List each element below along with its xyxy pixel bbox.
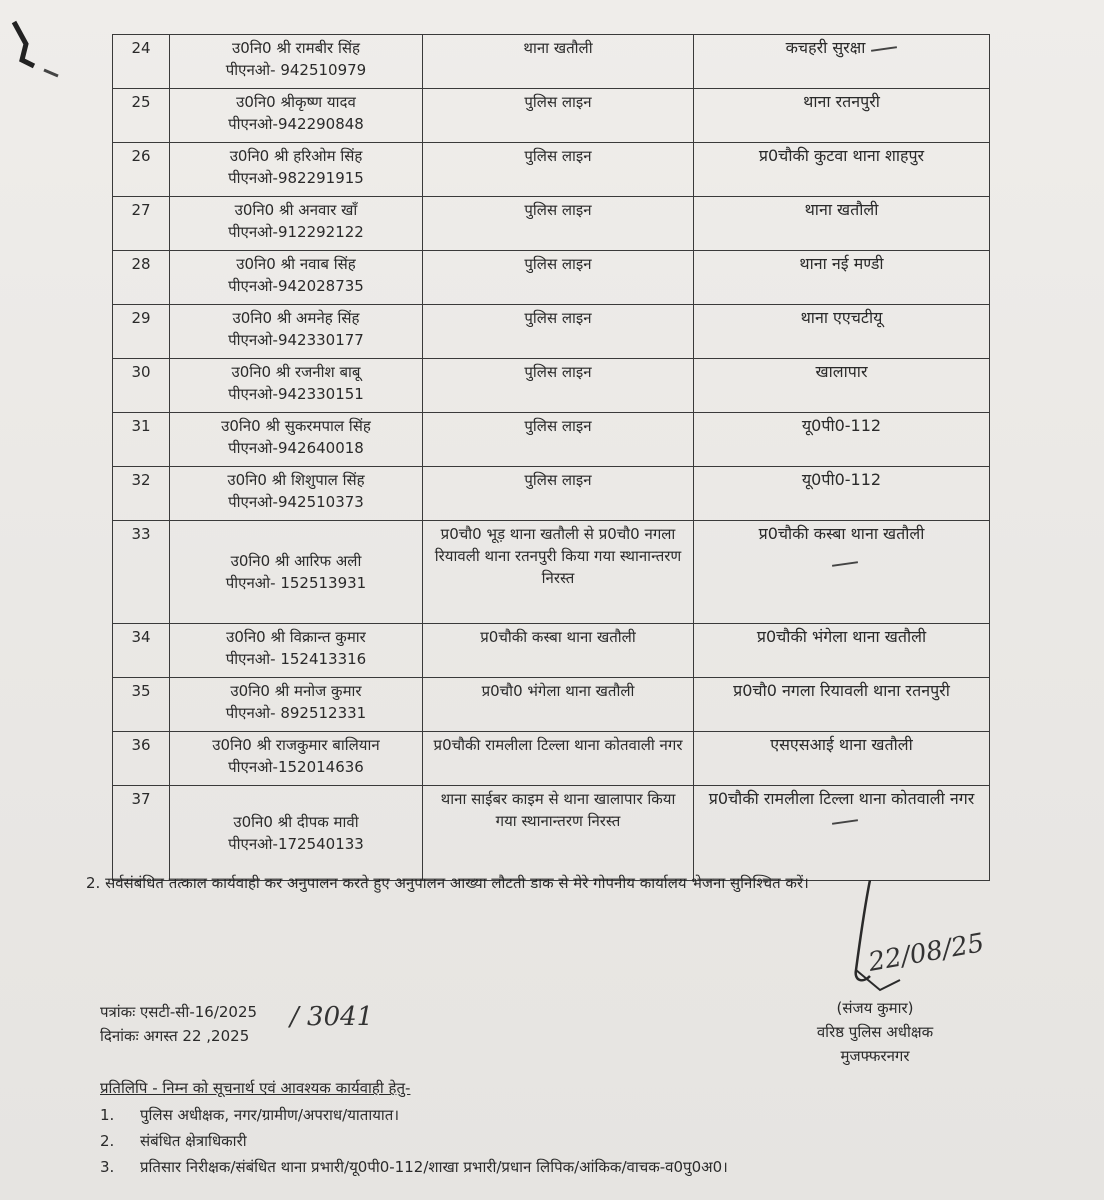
serial-number: 35 (113, 678, 170, 732)
to-posting: यू0पी0-112 (694, 413, 990, 467)
signatory-district: मुजफ्फरनगर (840, 1047, 910, 1065)
table-row (113, 35, 990, 89)
serial-number: 34 (113, 624, 170, 678)
list-text: पुलिस अधीक्षक, नगर/ग्रामीण/अपराध/यातायात। (140, 1106, 400, 1124)
officer-cell (170, 305, 423, 359)
officer-pno: पीएनओ-942028735 (228, 277, 364, 295)
to-posting (694, 35, 990, 89)
to-posting: यू0पी0-112 (694, 467, 990, 521)
signatory-name: (संजय कुमार) (836, 999, 914, 1017)
from-posting: पुलिस लाइन (423, 89, 694, 143)
to-posting: प्र0चौकी भंगेला थाना खतौली (694, 624, 990, 678)
table-row (113, 786, 990, 881)
reference-number: पत्रांकः एसटी-सी-16/2025 (100, 1003, 258, 1021)
officer-name: उ0नि0 श्री आरिफ अली (230, 552, 362, 570)
officer-name: उ0नि0 श्री रामबीर सिंह (232, 39, 360, 57)
table-row (113, 89, 990, 143)
officer-name: उ0नि0 श्री मनोज कुमार (230, 682, 362, 700)
officer-cell (170, 89, 423, 143)
officer-pno: पीएनओ- 942510979 (225, 61, 367, 79)
serial-number: 28 (113, 251, 170, 305)
serial-number: 26 (113, 143, 170, 197)
to-posting: थाना खतौली (694, 197, 990, 251)
officer-name: उ0नि0 श्री सुकरमपाल सिंह (221, 417, 371, 435)
officer-name: उ0नि0 श्री शिशुपाल सिंह (227, 471, 365, 489)
list-text: प्रतिसार निरीक्षक/संबंधित थाना प्रभारी/यू0पी0-112/शाखा प्रभारी/प्रधान लिपिक/आंकिक/वाचक-व0पु0अ0। (140, 1158, 728, 1176)
officer-cell (170, 35, 423, 89)
transfer-table (112, 34, 990, 881)
table-row (113, 359, 990, 413)
officer-cell (170, 251, 423, 305)
officer-pno: पीएनओ-152014636 (228, 758, 364, 776)
from-posting: पुलिस लाइन (423, 197, 694, 251)
officer-cell (170, 359, 423, 413)
officer-pno: पीएनओ- 152413316 (225, 650, 367, 668)
tick-mark (831, 819, 857, 825)
handwritten-dispatch-number: / 3041 (290, 1002, 374, 1032)
serial-number: 30 (113, 359, 170, 413)
to-posting-text: कचहरी सुरक्षा (785, 38, 866, 57)
officer-cell (170, 197, 423, 251)
officer-name: उ0नि0 श्रीकृष्ण यादव (236, 93, 356, 111)
to-posting: एसएसआई थाना खतौली (694, 732, 990, 786)
to-posting: प्र0चौ0 नगला रियावली थाना रतनपुरी (694, 678, 990, 732)
officer-cell (170, 624, 423, 678)
serial-number: 25 (113, 89, 170, 143)
table-row (113, 732, 990, 786)
serial-number: 27 (113, 197, 170, 251)
signature-date: 22/08/25 (866, 928, 987, 978)
corner-pen-mark (4, 14, 64, 84)
officer-cell (170, 786, 423, 881)
to-posting: खालापार (694, 359, 990, 413)
serial-number: 33 (113, 521, 170, 624)
from-posting: प्र0चौकी रामलीला टिल्ला थाना कोतवाली नगर (423, 732, 694, 786)
from-posting: पुलिस लाइन (423, 359, 694, 413)
officer-cell (170, 143, 423, 197)
officer-pno: पीएनओ-982291915 (228, 169, 364, 187)
officer-pno: पीएनओ-942330151 (228, 385, 364, 403)
tick-mark (831, 561, 857, 567)
from-posting: पुलिस लाइन (423, 251, 694, 305)
reference-date: दिनांकः अगस्त 22 ,2025 (100, 1027, 250, 1045)
signatory-block (790, 996, 960, 1068)
table-row (113, 521, 990, 624)
tick-mark (871, 46, 897, 52)
officer-cell (170, 732, 423, 786)
list-item (100, 1102, 728, 1128)
officer-name: उ0नि0 श्री नवाब सिंह (236, 255, 356, 273)
from-posting: पुलिस लाइन (423, 413, 694, 467)
to-posting-text: प्र0चौकी कस्बा थाना खतौली (758, 524, 925, 543)
to-posting (694, 786, 990, 881)
list-number: 1. (100, 1106, 115, 1124)
instruction-paragraph: 2. सर्वसंबंधित तत्काल कार्यवाही कर अनुपालन करते हुए अनुपालन आख्या लौटती डाक से मेरे गोपनीय कार्यालय भेजना सुनिश्चित करें। (86, 874, 809, 892)
officer-name: उ0नि0 श्री रजनीश बाबू (231, 363, 361, 381)
table-row (113, 678, 990, 732)
serial-number: 37 (113, 786, 170, 881)
serial-number: 36 (113, 732, 170, 786)
from-posting: प्र0चौकी कस्बा थाना खतौली (423, 624, 694, 678)
list-number: 3. (100, 1158, 115, 1176)
from-posting: प्र0चौ0 भूड़ थाना खतौली से प्र0चौ0 नगला रियावली थाना रतनपुरी किया गया स्थानान्तरण निरस्त (423, 521, 694, 624)
officer-name: उ0नि0 श्री अमनेह सिंह (232, 309, 360, 327)
to-posting: थाना रतनपुरी (694, 89, 990, 143)
to-posting: प्र0चौकी कुटवा थाना शाहपुर (694, 143, 990, 197)
from-posting: पुलिस लाइन (423, 305, 694, 359)
officer-name: उ0नि0 श्री अनवार खाँ (234, 201, 358, 219)
table-row (113, 197, 990, 251)
officer-pno: पीएनओ-942640018 (228, 439, 364, 457)
from-posting: थाना खतौली (423, 35, 694, 89)
serial-number: 32 (113, 467, 170, 521)
officer-name: उ0नि0 श्री राजकुमार बालियान (212, 736, 380, 754)
officer-pno: पीएनओ- 892512331 (225, 704, 367, 722)
officer-cell (170, 521, 423, 624)
officer-name: उ0नि0 श्री हरिओम सिंह (229, 147, 363, 165)
officer-pno: पीएनओ-942290848 (228, 115, 364, 133)
to-posting (694, 521, 990, 624)
officer-pno: पीएनओ-912292122 (228, 223, 364, 241)
from-posting: पुलिस लाइन (423, 143, 694, 197)
to-posting: थाना नई मण्डी (694, 251, 990, 305)
list-item (100, 1128, 728, 1154)
from-posting: प्र0चौ0 भंगेला थाना खतौली (423, 678, 694, 732)
officer-pno: पीएनओ-942510373 (228, 493, 364, 511)
officer-name: उ0नि0 श्री विक्रान्त कुमार (226, 628, 366, 646)
serial-number: 24 (113, 35, 170, 89)
signatory-designation: वरिष्ठ पुलिस अधीक्षक (816, 1023, 934, 1041)
officer-cell (170, 678, 423, 732)
officer-cell (170, 467, 423, 521)
table-row (113, 467, 990, 521)
list-item (100, 1154, 728, 1180)
to-posting: थाना एएचटीयू (694, 305, 990, 359)
from-posting: थाना साईबर काइम से थाना खालापार किया गया स्थानान्तरण निरस्त (423, 786, 694, 881)
officer-pno: पीएनओ- 152513931 (225, 574, 367, 592)
list-text: संबंधित क्षेत्राधिकारी (140, 1132, 247, 1150)
from-posting: पुलिस लाइन (423, 467, 694, 521)
to-posting-text: प्र0चौकी रामलीला टिल्ला थाना कोतवाली नगर (708, 789, 975, 808)
serial-number: 29 (113, 305, 170, 359)
reference-block (100, 1000, 257, 1048)
officer-name: उ0नि0 श्री दीपक मावी (233, 813, 359, 831)
officer-pno: पीएनओ-942330177 (228, 331, 364, 349)
table-row (113, 305, 990, 359)
table-row (113, 413, 990, 467)
table-row (113, 251, 990, 305)
copy-list (100, 1102, 728, 1180)
officer-pno: पीएनओ-172540133 (228, 835, 364, 853)
officer-cell (170, 413, 423, 467)
serial-number: 31 (113, 413, 170, 467)
list-number: 2. (100, 1132, 115, 1150)
copy-heading: प्रतिलिपि - निम्न को सूचनार्थ एवं आवश्यक कार्यवाही हेतु- (100, 1079, 411, 1097)
table-row (113, 143, 990, 197)
table-row (113, 624, 990, 678)
